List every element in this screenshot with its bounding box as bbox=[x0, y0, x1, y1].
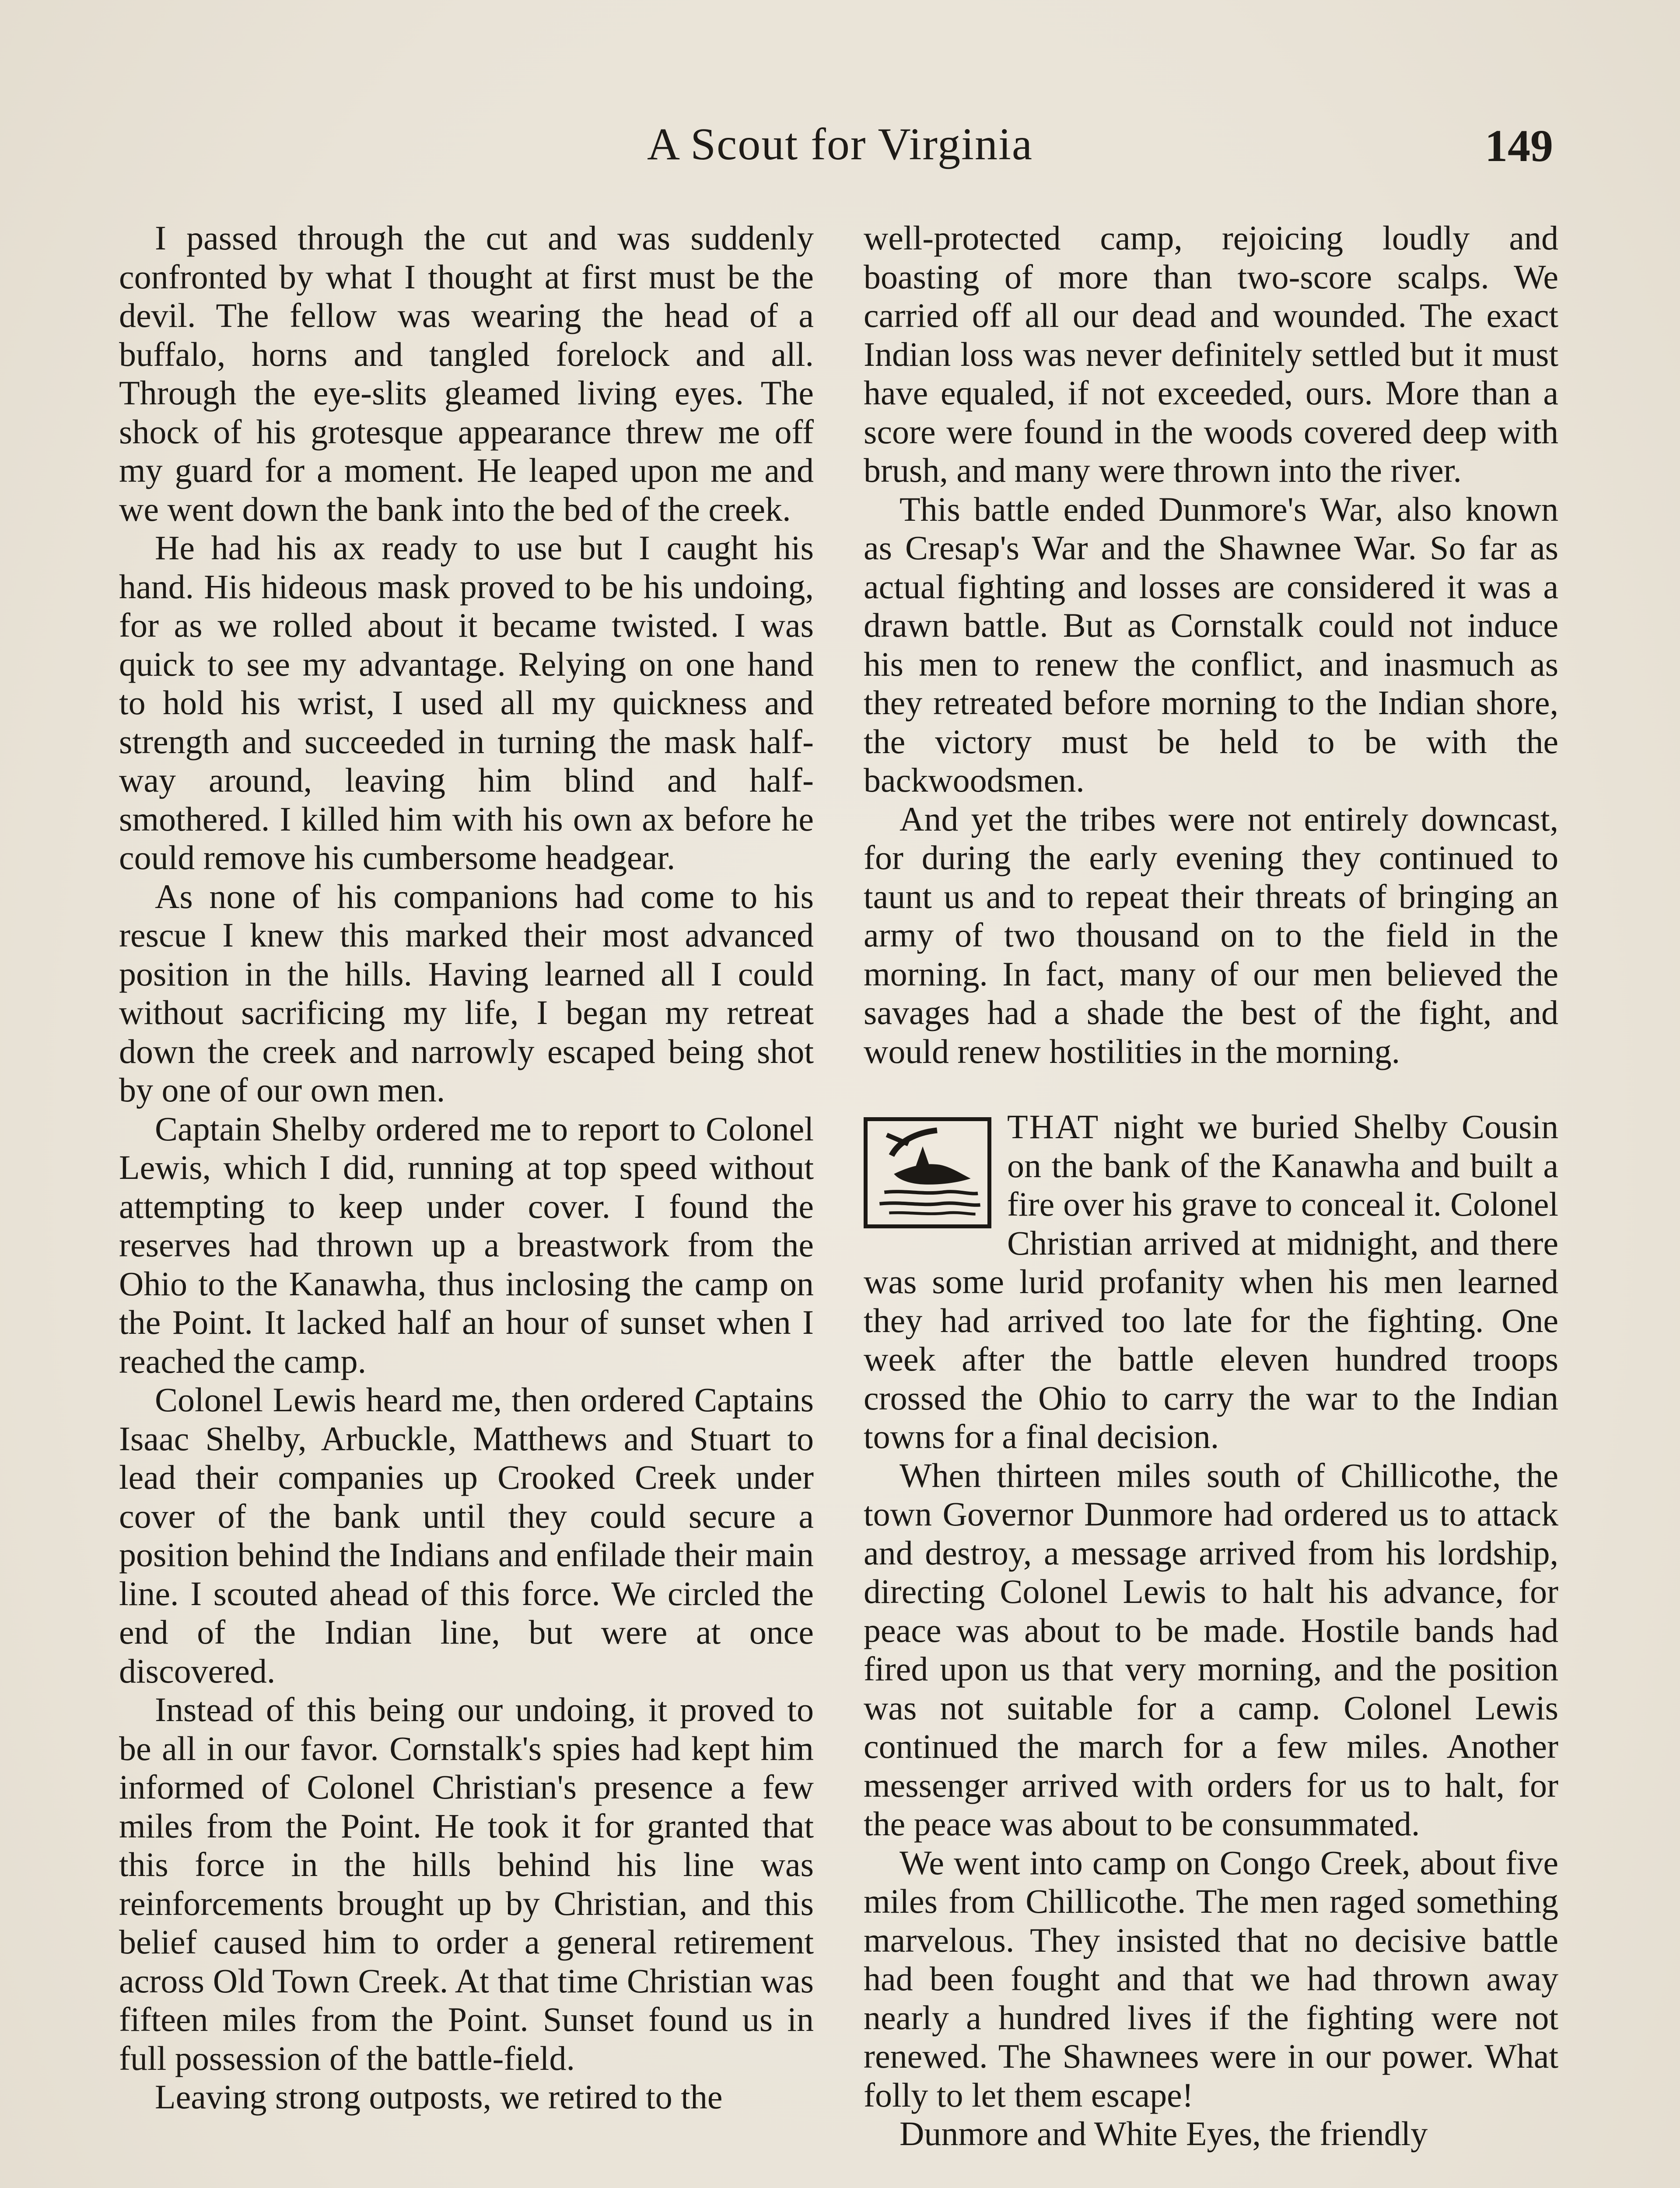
running-title: A Scout for Virginia bbox=[647, 119, 1033, 169]
page-number: 149 bbox=[1485, 121, 1553, 171]
paragraph: Leaving strong outposts, we retired to the bbox=[155, 2078, 723, 2116]
paragraph: As none of his companions had come to his rescue I knew this marked their most advanced position in the hills. Having learned all I could without sacrificing my life, I began my retreat down the creek and narrowly escaped being shot by one of our own men. bbox=[119, 877, 814, 1109]
left-column bbox=[119, 219, 814, 2117]
paragraph: I passed through the cut and was suddenly confronted by what I thought at first must be the devil. The fellow was wearing the head of a buffalo, horns and tangled forelock and all. Through the eye-slits gleamed living eyes. The shock of his grotesque appearance threw me off my guard for a moment. He leaped upon me and we went down the bank into the bed of the creek. bbox=[119, 219, 814, 528]
paragraph: well-protected camp, rejoicing loudly and boasting of more than two-score scalps. We carried off all our dead and wounded. The exact Indian loss was never definitely settled but it must have equaled, if not exceeded, ours. More than a score were found in the woods covered deep with brush, and many were thrown into the river. bbox=[864, 219, 1558, 489]
section-break bbox=[864, 1071, 1558, 1108]
paragraph: Dunmore and White Eyes, the friendly bbox=[900, 2114, 1428, 2153]
paragraph: Instead of this being our undoing, it proved to be all in our favor. Cornstalk's spies had kept him informed of Colonel Christian's presence a few miles from the Point. He took it for granted that this force in the hills behind his line was reinforcements brought up by Christian, and this belief caused him to order a general retirement across Old Town Creek. At that time Christian was fifteen miles from the Point. Sunset found us in full possession of the battle-field. bbox=[119, 1690, 814, 2077]
article-body bbox=[119, 219, 1558, 2188]
paragraph: When thirteen miles south of Chillicothe, the town Governor Dunmore had ordered us to attack and destroy, a message arrived from his lordship, directing Colonel Lewis to halt his advance, for peace was about to be made. Hostile bands had fired upon us that very morning, and the position was not suitable for a camp. Colonel Lewis continued the march for a few miles. Another messenger arrived with orders for us to halt, for the peace was about to be consummated. bbox=[864, 1456, 1558, 1843]
canoe-ornament-icon bbox=[864, 1117, 991, 1228]
right-column bbox=[864, 219, 1558, 2153]
section-opening-paragraph bbox=[864, 1108, 1558, 1456]
paragraph: We went into camp on Congo Creek, about five miles from Chillicothe. The men raged something marvelous. They insisted that no decisive battle had been fought and that we had thrown away nearly a hundred lives if the fighting were not renewed. The Shawnees were in our power. What folly to let them escape! bbox=[864, 1843, 1558, 2114]
section-opening-text: night we buried Shelby Cousin on the bank of the Kanawha and built a fire over his grave to conceal it. Colonel Christian arrived at midnight, and there was some lurid profanity when his men learned they had arrived too late for the fighting. One week after the battle eleven hundred troops crossed the Ohio to carry the war to the Indian towns for a final decision. bbox=[864, 1108, 1558, 1455]
paragraph: He had his ax ready to use but I caught his hand. His hideous mask proved to be his undoing, for as we rolled about it became twisted. I was quick to see my advantage. Relying on one hand to hold his wrist, I used all my quickness and strength and succeeded in turning the mask half-way around, leaving him blind and half-smothered. I killed him with his own ax before he could remove his cumbersome headgear. bbox=[119, 529, 814, 877]
paragraph: This battle ended Dunmore's War, also known as Cresap's War and the Shawnee War. So far as actual fighting and losses are considered it was a drawn battle. But as Cornstalk could not induce his men to renew the conflict, and inasmuch as they retreated before morning to the Indian shore, the victory must be held to be with the backwoodsmen. bbox=[864, 490, 1558, 799]
running-head bbox=[0, 118, 1680, 179]
lead-word: THAT bbox=[1007, 1108, 1100, 1146]
paragraph: Captain Shelby ordered me to report to Colonel Lewis, which I did, running at top speed without attempting to keep under cover. I found the reserves had thrown up a breastwork from the Ohio to the Kanawha, thus inclosing the camp on the Point. It lacked half an hour of sunset when I reached the camp. bbox=[119, 1109, 814, 1380]
paragraph: Colonel Lewis heard me, then ordered Captains Isaac Shelby, Arbuckle, Matthews and Stuart to lead their companies up Crooked Creek under cover of the bank until they could secure a position behind the Indians and enfilade their main line. I scouted ahead of this force. We circled the end of the Indian line, but were at once discovered. bbox=[119, 1381, 814, 1690]
paragraph: And yet the tribes were not entirely downcast, for during the early evening they continued to taunt us and to repeat their threats of bringing an army of two thousand on to the field in the morning. In fact, many of our men believed the savages had a shade the best of the fight, and would renew hostilities in the morning. bbox=[864, 799, 1558, 1070]
